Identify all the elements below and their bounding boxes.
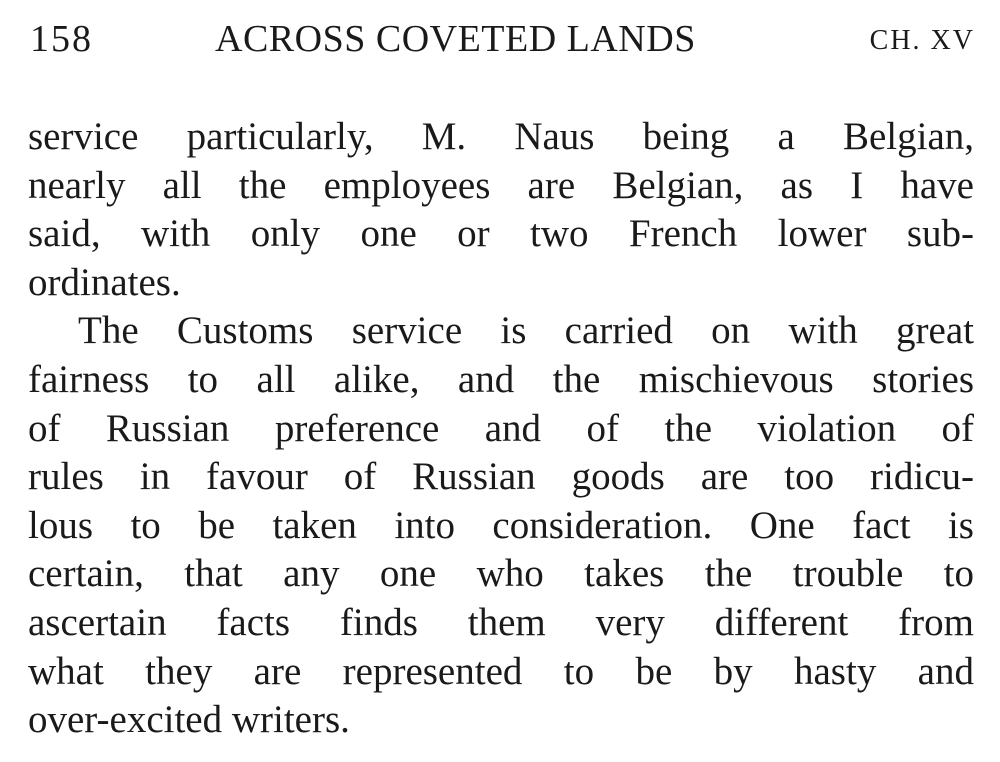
page-number: 158 <box>30 18 93 60</box>
text-line: nearly all the employees are Belgian, as I have <box>28 163 974 207</box>
paragraph-1 <box>28 113 974 307</box>
text-line: The Customs service is carried on with great <box>78 309 974 353</box>
text-line: ordinates. <box>28 260 181 304</box>
running-head <box>30 14 975 64</box>
text-line: fairness to all alike, and the mischievous stories <box>28 357 974 401</box>
chapter-reference: CH. XV <box>869 25 975 56</box>
body-text <box>28 113 974 745</box>
text-line: over-excited writers. <box>28 698 350 742</box>
text-line: what they are represented to be by hasty and <box>28 649 974 693</box>
paragraph-2 <box>28 307 974 744</box>
text-line: said, with only one or two French lower sub- <box>28 212 974 256</box>
text-line: of Russian preference and of the violation of <box>28 406 974 450</box>
text-line: certain, that any one who takes the trouble to <box>28 552 974 596</box>
text-line: service particularly, M. Naus being a Belgian, <box>28 115 974 158</box>
text-line: lous to be taken into consideration. One fact is <box>28 503 974 547</box>
running-title: ACROSS COVETED LANDS <box>215 18 696 60</box>
text-line: ascertain facts finds them very different from <box>28 600 974 644</box>
text-line: rules in favour of Russian goods are too ridicu- <box>28 455 974 499</box>
